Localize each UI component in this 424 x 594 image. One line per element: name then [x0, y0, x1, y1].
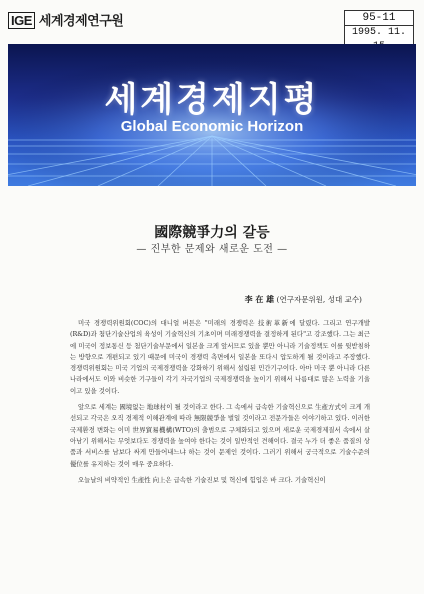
article-title: 國際競爭力의 갈등 — [154, 225, 270, 241]
article-body — [70, 318, 370, 491]
article-subtitle: — 진부한 문제와 새로운 도전 — — [136, 244, 288, 255]
issue-date: 1995. 11. — [351, 27, 406, 38]
author-role: (연구자문위원, 성대 교수) — [276, 295, 362, 304]
banner-title: 세계경제지평 — [104, 80, 320, 120]
paragraph: 오늘날의 비약적인 生產性 向上은 급속한 기술진보 및 혁신에 힘입은 바 크다. 기술혁신이 — [78, 475, 326, 484]
header — [6, 8, 418, 48]
logo-mark: IGE — [8, 12, 35, 29]
author-line — [245, 294, 362, 305]
paragraph: 앞으로 세계는 國境없는 地球村이 될 것이라고 한다. 그 속에서 급속한 기술혁신으로 生產方式이 크게 개선되고 각국은 오직 경제적 이해관계에 따라 無限競爭을 벌일 것이라고 전문가들은 이야기하고 있다. 이러한 국제환경 변화는 이미 世界貿易機構(WTO)의 출범으로 구체화되고 있으며 새로운 국제경제질서 속에서 살아남기 위해서는 무엇보다도 경쟁력을 높여야 한다는 것이 일반적인 견해이다. 결국 누가 더 좋은 품질의 상품과 서비스를 남보다 싸게 만들어내느냐 하는 것이 문제인 것이다. 그러기 위해서 궁극적으로 기술수준의 優位를 유지하는 것이 매우 중요하다. — [70, 403, 370, 468]
paragraph: 미국 경쟁력위원회(COC)의 대니얼 버튼은 "미래의 경쟁력은 技術革新에 달렸다. 그리고 연구개발(R&D)과 첨단기술산업의 육성이 기술혁신의 기초이며 미래경쟁력을 결정하게 된다"고 강조했다. 그는 최근에 미국이 정보통신 등 첨단기술부문에서 일본을 크게 앞서므로 있을 뿐만 아니라 기술정책도 이를 뒷받침하는 방향으로 개편되고 있기 때문에 미국이 경쟁력 측면에서 일본을 또다시 압도하게 될 것이라고 주장했다. 경쟁력위원회는 미국 기업의 국제경쟁력을 강화하기 위해서 설립된 민간기구이다. 아마 미국 뿐 아니라 다른 나라에서도 이와 비슷한 기구들이 각기 자국기업의 국제경쟁력을 높이기 위해서 나름대로 많은 노력을 기울이고 있을 것이다. — [70, 319, 370, 395]
banner-subtitle: Global Economic Horizon — [120, 118, 304, 135]
logo-text: 세계경제연구원 — [38, 14, 124, 29]
cover-banner — [8, 44, 416, 186]
publisher-logo — [8, 10, 123, 29]
author-name: 李 在 雄 — [244, 294, 275, 304]
issue-number: 95-11 — [345, 11, 413, 26]
